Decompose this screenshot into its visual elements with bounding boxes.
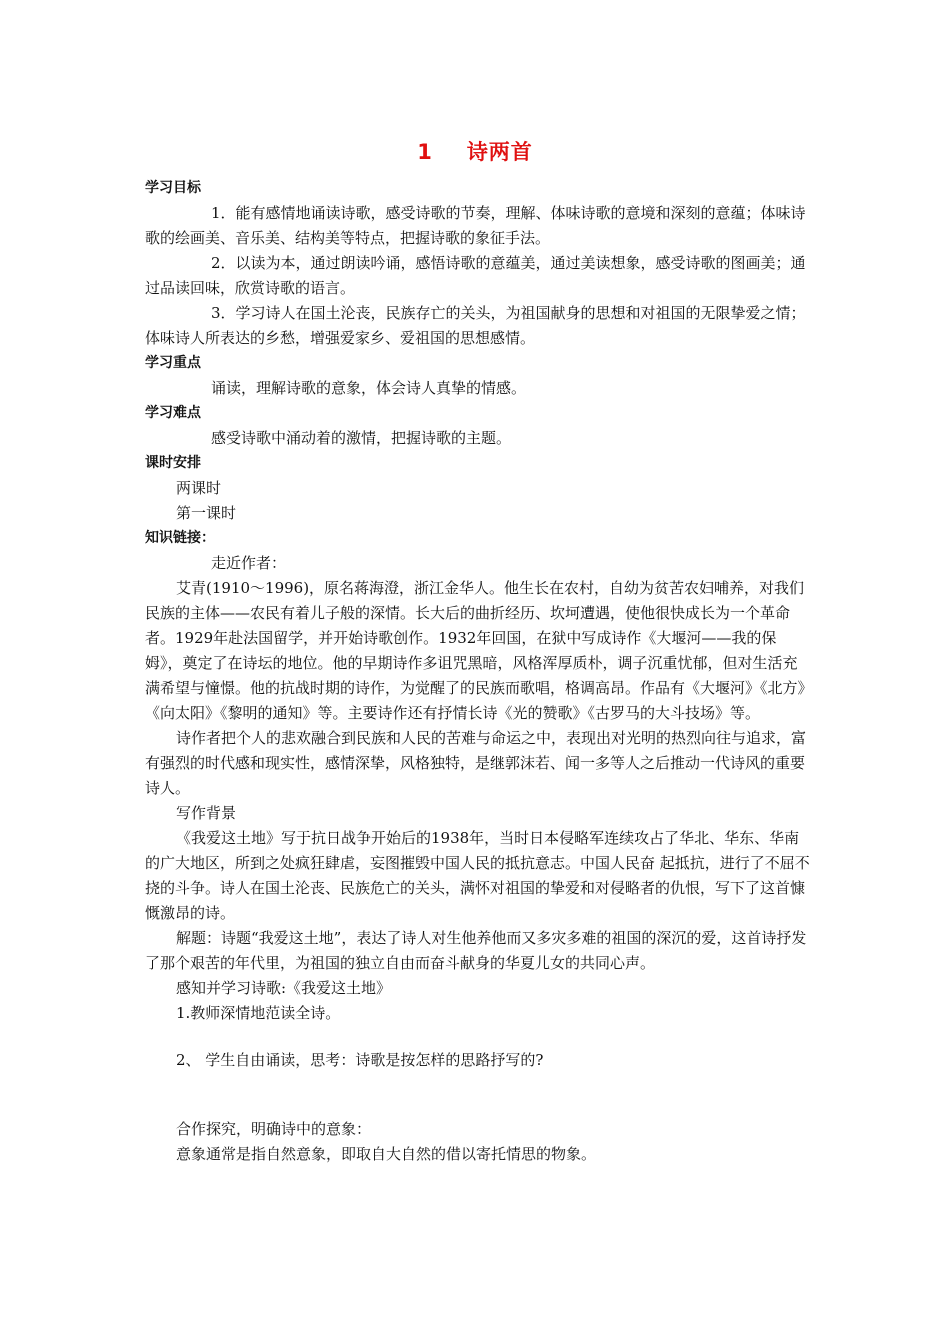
perceive-heading: 感知并学习诗歌:《我爱这土地》: [176, 979, 392, 997]
objective-2: 2．以读为本，通过朗读吟诵，感悟诗歌的意蕴美，通过美读想象，感受诗歌的图画美；通过品读回味，欣赏诗歌的语言。: [145, 254, 806, 297]
objective-1: 1．能有感情地诵读诗歌，感受诗歌的节奏，理解、体味诗歌的意境和深刻的意蕴；体味诗歌的绘画美、音乐美、结构美等特点，把握诗歌的象征手法。: [145, 204, 806, 247]
schedule-heading: 课时安排: [145, 455, 201, 471]
background-subheading: 写作背景: [176, 804, 237, 822]
difficulty-heading: 学习难点: [145, 405, 201, 421]
difficulty-text: 感受诗歌中涌动着的激情，把握诗歌的主题。: [211, 429, 512, 447]
objective-3: 3．学习诗人在国土沦丧，民族存亡的关头，为祖国献身的思想和对祖国的无限挚爱之情；体味诗人所表达的乡愁，增强爱家乡、爱祖国的思想感情。: [145, 304, 806, 347]
author-paragraph: 诗作者把个人的悲欢融合到民族和人民的苦难与命运之中，表现出对光明的热烈向往与追求，富有强烈的时代感和现实性，感情深挚，风格独特，是继郭沫若、闻一多等人之后推动一代诗风的重要诗人。: [145, 729, 807, 797]
step-item: 2、 学生自由诵读，思考：诗歌是按怎样的思路抒写的?: [176, 1051, 544, 1069]
focus-heading: 学习重点: [145, 355, 201, 371]
focus-text: 诵读，理解诗歌的意象，体会诗人真挚的情感。: [211, 379, 527, 397]
objectives-heading: 学习目标: [145, 180, 201, 196]
lesson-title: 诗两首: [466, 140, 533, 164]
title-explanation: 解题：诗题“我爱这土地”，表达了诗人对生他养他而又多灾多难的祖国的深沉的爱，这首诗抒发了那个艰苦的年代里，为祖国的独立自由而奋斗献身的华夏儿女的共同心声。: [145, 929, 807, 972]
explore-text: 意象通常是指自然意象，即取自大自然的借以寄托情思的物象。: [176, 1145, 597, 1163]
explore-heading: 合作探究，明确诗中的意象：: [176, 1120, 372, 1138]
author-subheading: 走近作者：: [211, 554, 287, 572]
lesson-number: 1: [417, 140, 433, 164]
author-paragraph: 艾青(1910～1996)，原名蒋海澄，浙江金华人。他生长在农村，自幼为贫苦农妇哺养，对我们民族的主体——农民有着儿子般的深情。长大后的曲折经历、坎坷遭遇，使他很快成长为一个革命者。1929年赴法国留学，并开始诗歌创作。1932年回国，在狱中写成诗作《大堰河——我的保姆》，奠定了在诗坛的地位。他的早期诗作多诅咒黑暗，风格浑厚质朴，调子沉重忧郁，但对生活充满希望与憧憬。他的抗战时期的诗作，为觉醒了的民族而歌唱，格调高昂。作品有《大堰河》《北方》《向太阳》《黎明的通知》等。主要诗作还有抒情长诗《光的赞歌》《古罗马的大斗技场》等。: [145, 579, 806, 722]
page-title: [0, 136, 950, 166]
step-item: 1.教师深情地范读全诗。: [176, 1004, 341, 1022]
document-body: [145, 176, 810, 1167]
schedule-item: 两课时: [176, 479, 222, 497]
background-paragraph: 《我爱这土地》写于抗日战争开始后的1938年，当时日本侵略军连续攻占了华北、华东、华南的广大地区，所到之处疯狂肆虐，妄图摧毁中国人民的抵抗意志。中国人民奋 起抵抗，进行了不屈不挠的斗争。诗人在国土沦丧、民族危亡的关头，满怀对祖国的挚爱和对侵略者的仇恨，写下了这首慷慨激昂的诗。: [145, 829, 810, 922]
links-heading: 知识链接：: [145, 530, 215, 546]
schedule-item: 第一课时: [176, 504, 237, 522]
